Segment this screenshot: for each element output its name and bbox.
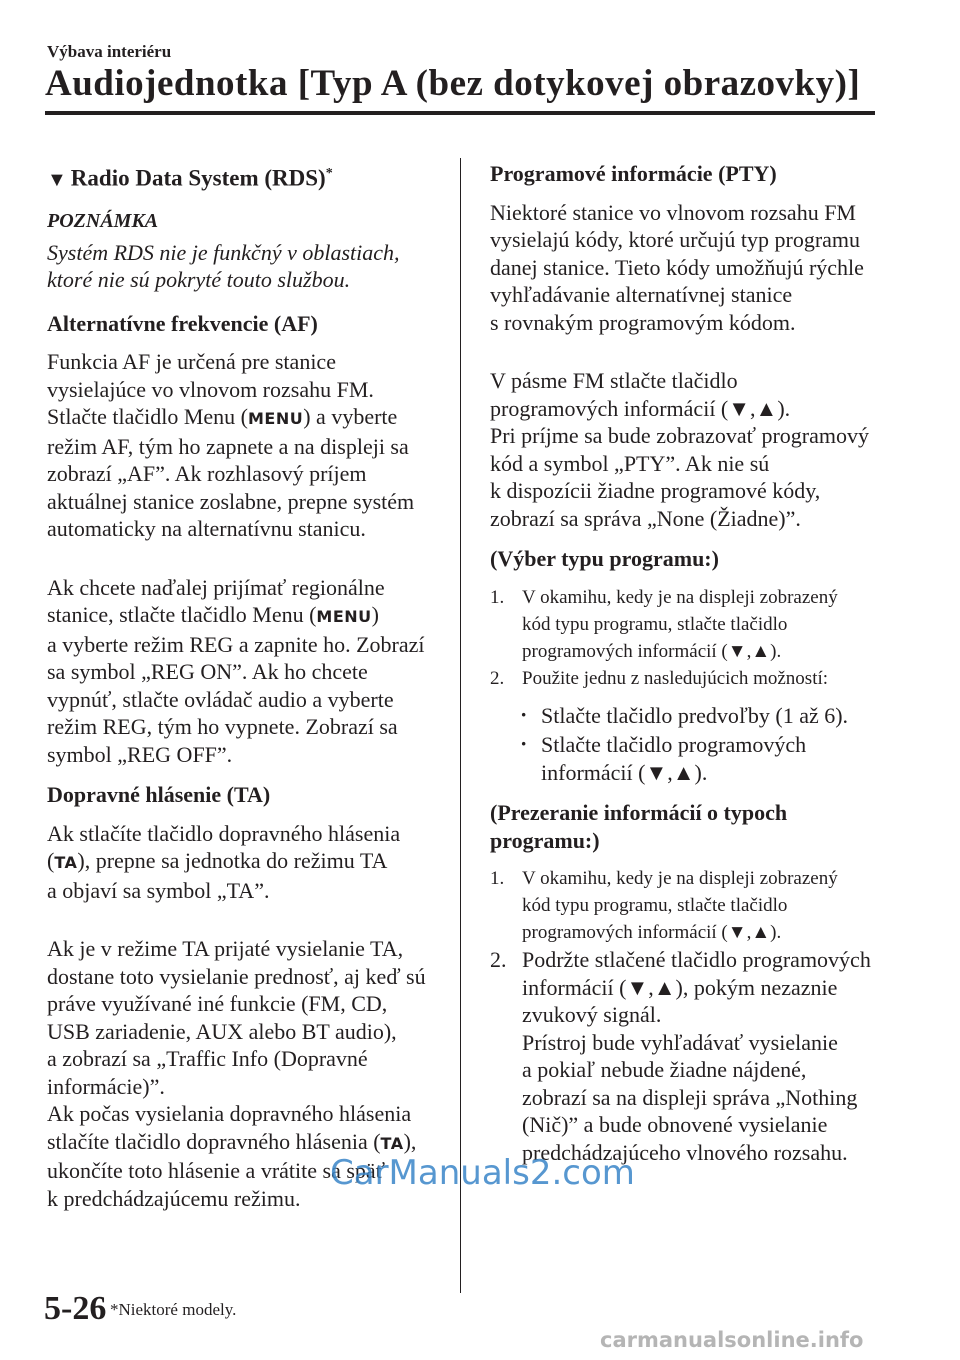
text-line: k dispozícii žiadne programové kódy, — [490, 478, 821, 503]
text-line: programových informácií ( — [490, 395, 729, 421]
text-line: a objaví sa symbol „TA”. — [47, 877, 270, 903]
af-paragraph-1 — [47, 348, 452, 543]
af-paragraph-2 — [47, 574, 452, 769]
ta-heading: Dopravné hlásenie (TA) — [47, 782, 271, 808]
text-line: Podržte stlačené tlačidlo programových — [522, 947, 871, 972]
text-line: práve využívané iné funkcie (FM, CD, — [47, 991, 388, 1017]
text-line: k predchádzajúcemu režimu. — [47, 1185, 301, 1211]
watermark: carmanualsonline.info — [600, 1328, 864, 1352]
rds-heading-text: Radio Data System (RDS) — [70, 165, 326, 191]
text-line: kód a symbol „PTY”. Ak nie sú — [490, 450, 770, 476]
text-line: stlačíte tlačidlo dopravného hlásenia ( — [47, 1128, 381, 1154]
text-line: USB zariadenie, AUX alebo BT audio), — [47, 1018, 397, 1044]
text-line: Pri príjme sa bude zobrazovať programový — [490, 423, 870, 448]
note-line: ktoré nie sú pokryté touto službou. — [47, 267, 351, 293]
text-line: zobrazí sa na displeji správa „Nothing — [522, 1084, 858, 1110]
browse-heading — [490, 799, 890, 854]
text-line: sa symbol „REG ON”. Ak ho chcete — [47, 659, 368, 685]
text-line: Niektoré stanice vo vlnovom rozsahu FM — [490, 199, 856, 225]
ta-paragraph-1 — [47, 820, 452, 905]
text-line: (Nič)” a bude obnovené vysielanie — [522, 1112, 828, 1137]
text-line: vyhľadávanie alternatívnej stanice — [490, 282, 793, 307]
footnote: *Niektoré modely. — [110, 1300, 237, 1319]
list-item — [516, 731, 890, 786]
text-line: režim AF, tým ho zapnete a na displeji sa — [47, 433, 409, 459]
text-line: Funkcia AF je určená pre stanice — [47, 349, 336, 375]
text-line: ) — [371, 602, 379, 628]
text-line: programových informácií ( — [522, 922, 728, 943]
step-number: 1. — [490, 868, 505, 889]
select-heading: (Výber typu programu:) — [490, 546, 719, 571]
text-line: kód typu programu, stlačte tlačidlo — [522, 613, 788, 635]
text-line: vysielajú kódy, ktoré určujú typ programu — [490, 227, 861, 252]
text-line: ) a vyberte — [303, 404, 398, 430]
text-line: informácií ( — [541, 759, 646, 785]
text-line: s rovnakým programovým kódom. — [490, 309, 796, 335]
text-line: (Prezeranie informácií o typoch — [490, 800, 788, 825]
select-options — [516, 702, 890, 787]
text-line: vysielajúce vo vlnovom rozsahu FM. — [47, 376, 374, 402]
note-text — [47, 239, 452, 294]
browse-steps — [490, 865, 890, 1166]
text-line: ( — [47, 848, 55, 874]
rds-heading — [47, 160, 452, 194]
text-line: programových informácií ( — [522, 640, 728, 662]
text-line: kód typu programu, stlačte tlačidlo — [522, 895, 788, 916]
text-line: Použite jednu z nasledujúcich možností: — [522, 667, 829, 689]
text-line: Ak počas vysielania dopravného hlásenia — [47, 1101, 412, 1127]
text-line: zobrazí „AF”. Ak rozhlasový príjem — [47, 461, 367, 487]
note-title: POZNÁMKA — [47, 210, 159, 233]
list-item — [490, 865, 890, 946]
triangle-down-icon: ▼ — [47, 168, 67, 191]
text-line: stanice, stlačte tlačidlo Menu ( — [47, 602, 317, 628]
text-line: danej stanice. Tieto kódy umožňujú rýchle — [490, 254, 864, 280]
select-steps — [490, 584, 890, 692]
left-column — [47, 160, 452, 1225]
text-line: informácií ( — [522, 974, 627, 1000]
list-item — [516, 702, 890, 730]
text-line: režim REG, tým ho vypnete. Zobrazí sa — [47, 714, 398, 740]
page-number: 5-26 — [44, 1290, 107, 1327]
text-line: ). — [694, 759, 708, 785]
list-item — [490, 665, 890, 692]
arrow-down-up-icon: ▼,▲ — [727, 922, 771, 943]
text-line: Stlačte tlačidlo programových — [541, 732, 807, 757]
pty-heading: Programové informácie (PTY) — [490, 161, 777, 186]
text-line: aktuálnej stanice zoslabne, prepne systém — [47, 488, 415, 514]
text-line: a zobrazí sa „Traffic Info (Dopravné — [47, 1046, 368, 1072]
text-line: Ak je v režime TA prijaté vysielanie TA, — [47, 936, 404, 962]
pty-paragraph-2 — [490, 367, 890, 532]
step-number: 2. — [490, 667, 505, 689]
bullet-icon: · — [520, 701, 528, 727]
text-line: vypnúť, stlačte ovládač audio a vyberte — [47, 686, 394, 712]
text-line: V pásme FM stlačte tlačidlo — [490, 368, 738, 393]
arrow-down-up-icon: ▼,▲ — [645, 759, 695, 785]
text-line: ), prepne sa jednotka do režimu TA — [77, 848, 388, 874]
text-line: Stlačte tlačidlo Menu ( — [47, 404, 248, 430]
text-line: a pokiaľ nebude žiadne nájdené, — [522, 1057, 807, 1082]
text-line: Ak stlačíte tlačidlo dopravného hlásenia — [47, 820, 401, 846]
section-label: Výbava interiéru — [47, 42, 172, 61]
asterisk-mark: * — [325, 166, 333, 181]
text-line: Stlačte tlačidlo predvoľby (1 až 6). — [541, 702, 849, 728]
text-line: dostane toto vysielanie prednosť, aj keď sú — [47, 963, 426, 989]
text-line: V okamihu, kedy je na displeji zobrazený — [522, 868, 838, 889]
step-number: 1. — [490, 586, 505, 608]
af-heading: Alternatívne frekvencie (AF) — [47, 310, 318, 336]
title-rule — [45, 111, 875, 115]
text-line: ), — [403, 1128, 417, 1154]
text-line: zobrazí sa správa „None (Žiadne)”. — [490, 505, 801, 531]
text-line: a vyberte režim REG a zapnite ho. Zobrazí — [47, 631, 425, 657]
menu-button-symbol: MENU — [316, 607, 372, 627]
arrow-down-up-icon: ▼,▲ — [727, 640, 771, 662]
text-line: V okamihu, kedy je na displeji zobrazený — [522, 586, 838, 608]
watermark: CarManuals2.com — [330, 1153, 635, 1193]
text-line: ), pokým nezaznie — [675, 974, 838, 1000]
step-number: 2. — [490, 947, 507, 972]
pty-paragraph-1 — [490, 199, 890, 337]
text-line: symbol „REG OFF”. — [47, 741, 233, 767]
ta-button-symbol: TA — [54, 853, 78, 873]
text-line: informácie)”. — [47, 1073, 165, 1099]
text-line: ). — [777, 395, 791, 421]
list-item — [490, 946, 890, 1166]
note-line: Systém RDS nie je funkčný v oblastiach, — [47, 239, 400, 265]
right-column — [490, 160, 890, 1176]
text-line: Ak chcete naďalej prijímať regionálne — [47, 574, 385, 600]
text-line: predchádzajúceho vlnového rozsahu. — [522, 1139, 848, 1165]
bullet-icon: · — [520, 731, 528, 756]
arrow-down-up-icon: ▼,▲ — [728, 395, 778, 421]
page-title: Audiojednotka [Typ A (bez dotykovej obrazovky)] — [45, 63, 861, 104]
text-line: automaticky na alternatívnu stanicu. — [47, 516, 366, 542]
text-line: programu:) — [490, 827, 600, 853]
list-item — [490, 584, 890, 665]
text-line: zvukový signál. — [522, 1002, 662, 1027]
text-line: Prístroj bude vyhľadávať vysielanie — [522, 1029, 838, 1055]
text-line: ). — [770, 640, 782, 662]
arrow-down-up-icon: ▼,▲ — [626, 974, 676, 1000]
text-line: ). — [770, 922, 782, 943]
column-divider — [460, 158, 461, 1293]
menu-button-symbol: MENU — [248, 409, 304, 429]
text-line: ukončíte toto hlásenie a vrátite sa späť — [47, 1158, 386, 1184]
ta-button-symbol: TA — [380, 1133, 404, 1153]
